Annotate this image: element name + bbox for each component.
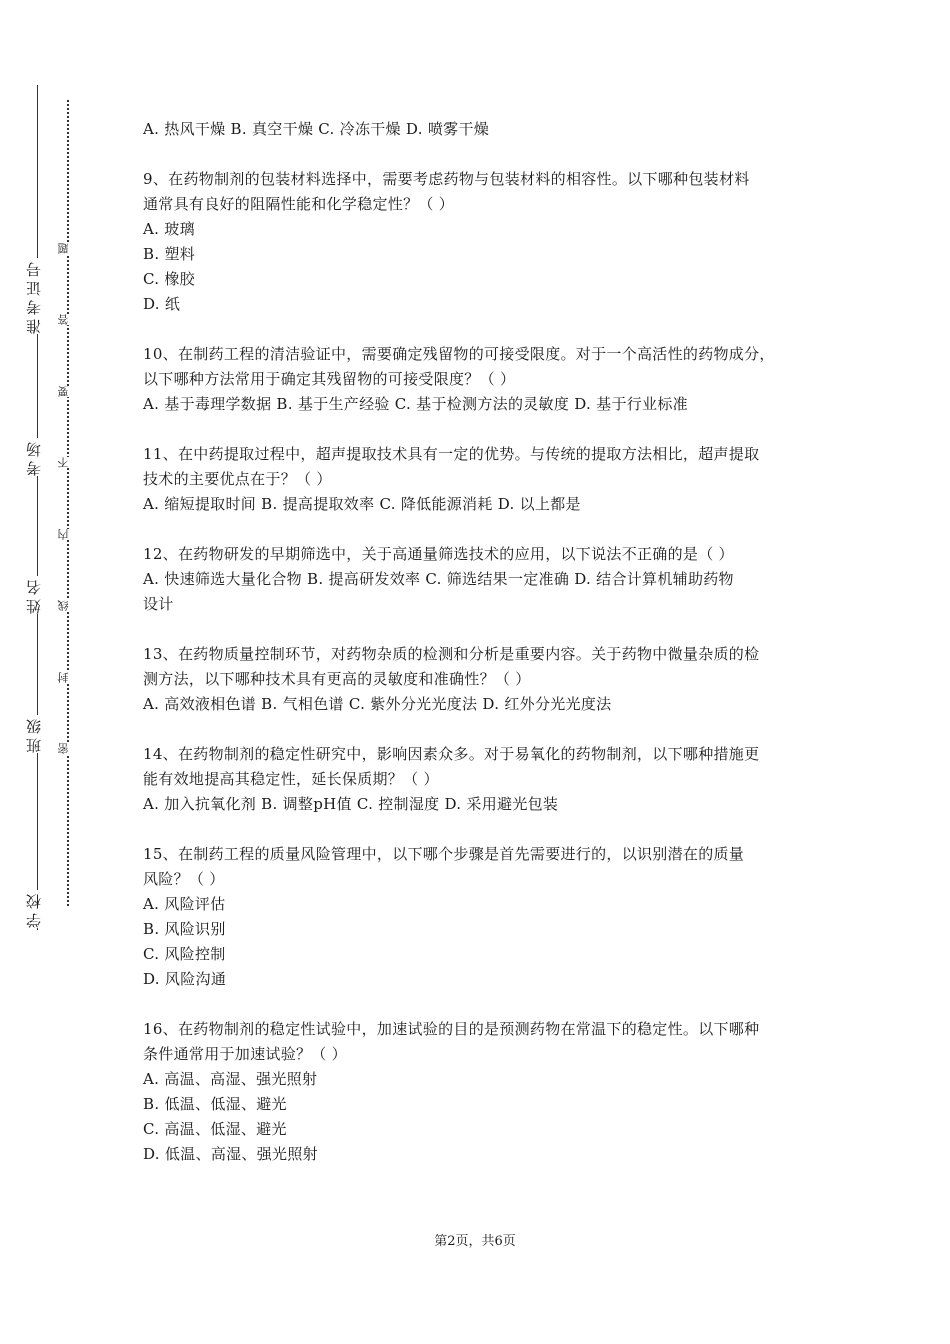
text-line: D. 风险沟通 xyxy=(143,970,227,988)
text-line: C. 风险控制 xyxy=(143,945,226,963)
blank-line xyxy=(143,517,833,542)
text-line: 11、在中药提取过程中，超声提取技术具有一定的优势。与传统的提取方法相比，超声提取 xyxy=(143,445,760,463)
question-content xyxy=(143,117,833,1167)
text-line: 风险？（ ） xyxy=(143,870,225,888)
text-line: 测方法，以下哪种技术具有更高的灵敏度和准确性？（ ） xyxy=(143,670,531,688)
text-line: B. 低温、低湿、避光 xyxy=(143,1095,287,1113)
text-line: D. 纸 xyxy=(143,295,181,313)
page-footer: 第2页，共6页 xyxy=(434,1234,516,1249)
text-line: 12、在药物研发的早期筛选中，关于高通量筛选技术的应用，以下说法不正确的是（ ） xyxy=(143,545,734,563)
seal-char: 题 xyxy=(58,243,76,254)
text-line: A. 热风干燥 B. 真空干燥 C. 冷冻干燥 D. 喷雾干燥 xyxy=(143,120,490,138)
text-line: A. 缩短提取时间 B. 提高提取效率 C. 降低能源消耗 D. 以上都是 xyxy=(143,495,581,513)
text-line: 10、在制药工程的清洁验证中，需要确定残留物的可接受限度。对于一个高活性的药物成分， xyxy=(143,345,775,363)
text-line: A. 加入抗氧化剂 B. 调整pH值 C. 控制湿度 D. 采用避光包装 xyxy=(143,795,559,813)
name-label: 姓名 xyxy=(24,576,43,614)
school-label: 学校 xyxy=(24,890,43,928)
text-line: 设计 xyxy=(143,595,174,613)
exam-number-field xyxy=(22,258,46,334)
blank-line xyxy=(143,617,833,642)
blank-line xyxy=(143,142,833,167)
blank-line xyxy=(143,717,833,742)
text-line: 13、在药物质量控制环节，对药物杂质的检测和分析是重要内容。关于药物中微量杂质的检 xyxy=(143,645,760,663)
seal-char: 线 xyxy=(58,600,76,611)
seal-char: 内 xyxy=(58,529,76,540)
blank-line xyxy=(143,417,833,442)
text-line: A. 高温、高湿、强光照射 xyxy=(143,1070,318,1088)
text-line: B. 塑料 xyxy=(143,245,196,263)
seal-char: 密 xyxy=(58,743,76,754)
text-line: 以下哪种方法常用于确定其残留物的可接受限度？（ ） xyxy=(143,370,516,388)
class-field xyxy=(22,715,46,753)
seal-char: 封 xyxy=(58,672,76,683)
text-line: A. 玻璃 xyxy=(143,220,195,238)
school-field xyxy=(22,890,46,928)
seal-char: 不 xyxy=(58,457,76,468)
text-line: D. 低温、高湿、强光照射 xyxy=(143,1145,318,1163)
exam-room-label: 考场 xyxy=(24,438,43,476)
blank-line xyxy=(143,817,833,842)
text-line: 技术的主要优点在于？（ ） xyxy=(143,470,332,488)
seal-dotted-line xyxy=(67,100,69,906)
text-line: 16、在药物制剂的稳定性试验中，加速试验的目的是预测药物在常温下的稳定性。以下哪种 xyxy=(143,1020,760,1038)
text-line: A. 快速筛选大量化合物 B. 提高研发效率 C. 筛选结果一定准确 D. 结合计算机辅助药物 xyxy=(143,570,734,588)
exam-room-field xyxy=(22,438,46,476)
text-line: 通常具有良好的阻隔性能和化学稳定性？（ ） xyxy=(143,195,455,213)
blank-line xyxy=(143,992,833,1017)
binding-line xyxy=(37,85,38,930)
text-line: 14、在药物制剂的稳定性研究中，影响因素众多。对于易氧化的药物制剂，以下哪种措施更 xyxy=(143,745,760,763)
text-line: 能有效地提高其稳定性，延长保质期？（ ） xyxy=(143,770,439,788)
text-line: 15、在制药工程的质量风险管理中，以下哪个步骤是首先需要进行的，以识别潜在的质量 xyxy=(143,845,745,863)
text-line: 条件通常用于加速试验？（ ） xyxy=(143,1045,347,1063)
text-line: A. 风险评估 xyxy=(143,895,226,913)
exam-number-label: 准考证号 xyxy=(24,258,43,334)
name-field xyxy=(22,576,46,614)
seal-char: 要 xyxy=(58,386,76,397)
text-line: C. 高温、低湿、避光 xyxy=(143,1120,287,1138)
blank-line xyxy=(143,317,833,342)
seal-char: 答 xyxy=(58,314,76,325)
text-line: A. 高效液相色谱 B. 气相色谱 C. 紫外分光光度法 D. 红外分光光度法 xyxy=(143,695,612,713)
text-line: B. 风险识别 xyxy=(143,920,226,938)
text-line: 9、在药物制剂的包装材料选择中，需要考虑药物与包装材料的相容性。以下哪种包装材料 xyxy=(143,170,750,188)
class-label: 班级 xyxy=(24,715,43,753)
text-line: C. 橡胶 xyxy=(143,270,195,288)
text-line: A. 基于毒理学数据 B. 基于生产经验 C. 基于检测方法的灵敏度 D. 基于行业标准 xyxy=(143,395,688,413)
